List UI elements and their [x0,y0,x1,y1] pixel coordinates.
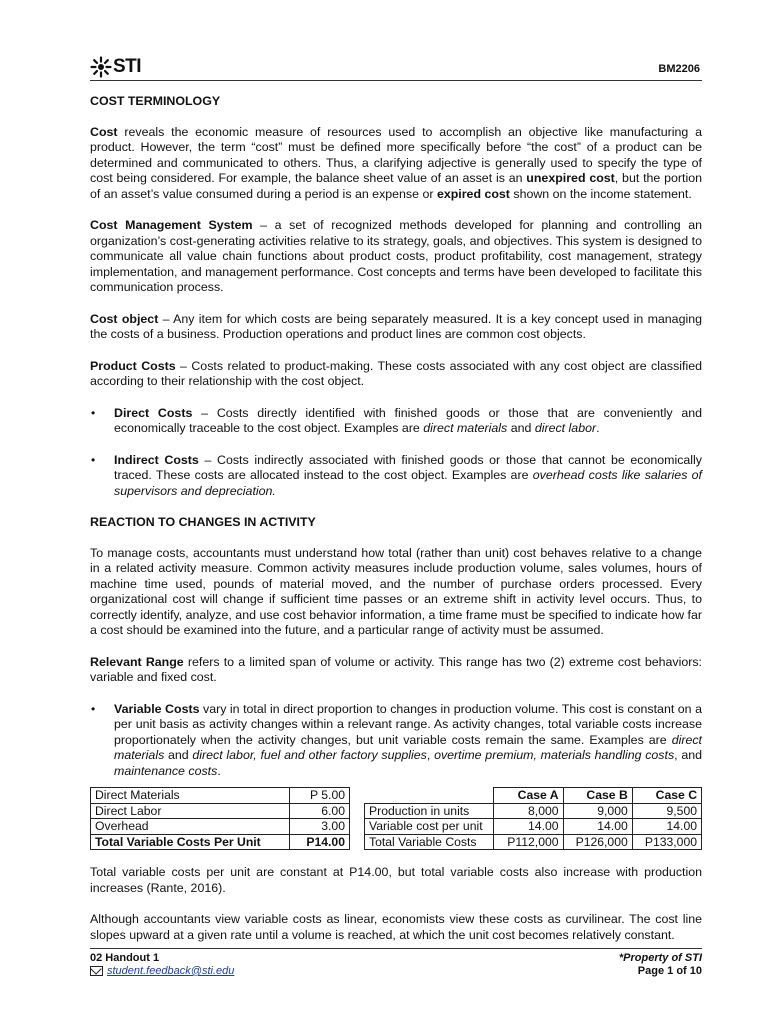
table-header-cell: Case A [494,788,563,804]
document-body [90,94,702,943]
table-cell: 14.00 [494,819,563,835]
section-title-reaction: REACTION TO CHANGES IN ACTIVITY [90,515,316,529]
table-header-cell: Case C [632,788,701,804]
footer-right [619,952,702,978]
table-cell: P14.00 [290,834,350,850]
term-variable-costs: Variable Costs [114,701,200,716]
table-row-total [91,834,350,850]
page-footer [90,948,702,977]
table-cell: Total Variable Costs Per Unit [91,834,290,850]
sti-logo-icon [90,56,112,78]
table-row [91,819,350,835]
logo-text: STI [113,56,142,78]
table-cell: 3.00 [290,819,350,835]
table-header-cell: Case B [563,788,632,804]
term-relevant-range: Relevant Range [90,654,184,669]
table-cell: 9,500 [632,803,701,819]
table-cell: P112,000 [494,834,563,850]
paragraph-reaction: To manage costs, accountants must understand how total (rather than unit) cost behaves relative to a change in a related activity measure. Common activity measures include production volume, sales volumes, hours of machine time used, pounds of material moved, and the number of purchase orders processed. Every organizational cost will change if sufficient time passes or an extreme shift in activity level occurs. Thus, to correctly identify, analyze, and use cost behavior information, a time frame must be specified to indicate how far a cost should be examined into the future, and a particular range of activity must be assumed. [90,545,702,637]
sti-logo [90,56,141,78]
table-cell: P 5.00 [290,788,350,804]
footer-left [90,952,234,978]
page-header [90,54,702,81]
paragraph-after-table: Total variable costs per unit are constant at P14.00, but total variable costs also increase with production increases (Rante, 2016). [90,865,702,895]
product-cost-list [90,406,702,500]
mail-icon [90,966,103,976]
table-cell: Total Variable Costs [365,834,494,850]
document-code: BM2206 [658,63,700,75]
term-cost-object: Cost object [90,311,159,326]
table-cell: Overhead [91,819,290,835]
list-spacer [90,437,702,453]
unit-cost-table [90,787,350,850]
term-unexpired-cost: unexpired cost [526,171,615,185]
table-row [365,834,702,850]
table-cell: 14.00 [563,819,632,835]
table-header-row [365,788,702,804]
case-table [364,787,702,850]
paragraph-cost: Cost reveals the economic measure of resources used to accomplish an objective like manufacturing a product. However, the term “cost” must be defined more specifically before “the cost” of a product can be determined and communicated to others. Thus, a clarifying adjective is generally used to specify the type of cost being considered. For example, the balance sheet value of an asset is an unexpired cost, but the portion of an asset’s value consumed during a period is an expense or expired cost shown on the income statement. [90,124,702,201]
list-item-indirect-costs: • Indirect Costs – Costs indirectly associated with finished goods or those that cannot be economically traced. These costs are allocated instead to the cost object. Examples are overhead costs like salaries of supervisors and depreciation. [91,452,702,498]
term-direct-costs: Direct Costs [114,405,193,420]
list-item-direct-costs: • Direct Costs – Costs directly identified with finished goods or those that are conveniently and economically traceable to the cost object. Examples are direct materials and direct labor. [91,405,702,435]
table-cell: 9,000 [563,803,632,819]
table-cell: P126,000 [563,834,632,850]
table-row [365,819,702,835]
table-cell: 14.00 [632,819,701,835]
footer-email-line [90,965,234,978]
cost-behavior-list [90,702,702,780]
table-cell: Direct Labor [91,803,290,819]
table-row [91,788,350,804]
table-cell: Variable cost per unit [365,819,494,835]
table-cell: 8,000 [494,803,563,819]
table-cell: Production in units [365,803,494,819]
paragraph-cost-object: Cost object – Any item for which costs are being separately measured. It is a key concept used in managing the costs of a business. Production operations and product lines are common cost objects. [90,311,702,341]
paragraph-product-costs: Product Costs – Costs related to product-making. These costs associated with any cost object are classified according to their relationship with the cost object. [90,358,703,388]
table-cell: Direct Materials [91,788,290,804]
feedback-email-link[interactable]: student.feedback@sti.edu [107,965,235,977]
term-cost: Cost [90,124,118,139]
bullet-icon: • [91,405,96,420]
table-header-cell [365,788,494,804]
bullet-icon: • [91,452,96,467]
paragraph-relevant-range: Relevant Range refers to a limited span of volume or activity. This range has two (2) extreme cost behaviors: variable and fixed cost. [90,654,702,684]
paragraph-curvilinear: Although accountants view variable costs as linear, economists view these costs as curvilinear. The cost line slopes upward at a given rate until a volume is reached, at which the unit cost becomes relatively constant. [90,912,702,942]
term-product-costs: Product Costs [90,358,176,373]
bullet-icon: • [91,701,96,716]
term-expired-cost: expired cost [436,186,510,201]
variable-cost-tables [90,787,702,849]
term-cms: Cost Management System [90,218,253,232]
term-indirect-costs: Indirect Costs [114,452,199,467]
page-number: Page 1 of 10 [637,965,702,977]
section-title-cost-terminology: COST TERMINOLOGY [90,94,221,108]
table-row [91,803,350,819]
table-cell: 6.00 [290,803,350,819]
table-cell: P133,000 [632,834,701,850]
list-item-variable-costs: • Variable Costs vary in total in direct proportion to changes in production volume. This cost is constant on a per unit basis as activity changes within a relevant range. As activity changes, total variable costs increase proportionately when the activity changes, but unit variable costs remain the same. Examples are direct materials and direct labor, fuel and other factory supplies, overtime premium, materials handling costs, and maintenance costs. [91,701,702,778]
paragraph-cost-management-system: Cost Management System – a set of recognized methods developed for planning and controlling an organization’s cost-generating activities relative to its strategy, goals, and objectives. This system is designed to communicate all value chain functions about product costs, product profitability, cost management, strategy implementation, and management performance. Cost concepts and terms have been developed to facilitate this communication process. [90,218,702,294]
property-label: *Property of STI [618,952,702,964]
table-row [365,803,702,819]
handout-label: 02 Handout 1 [90,952,160,964]
